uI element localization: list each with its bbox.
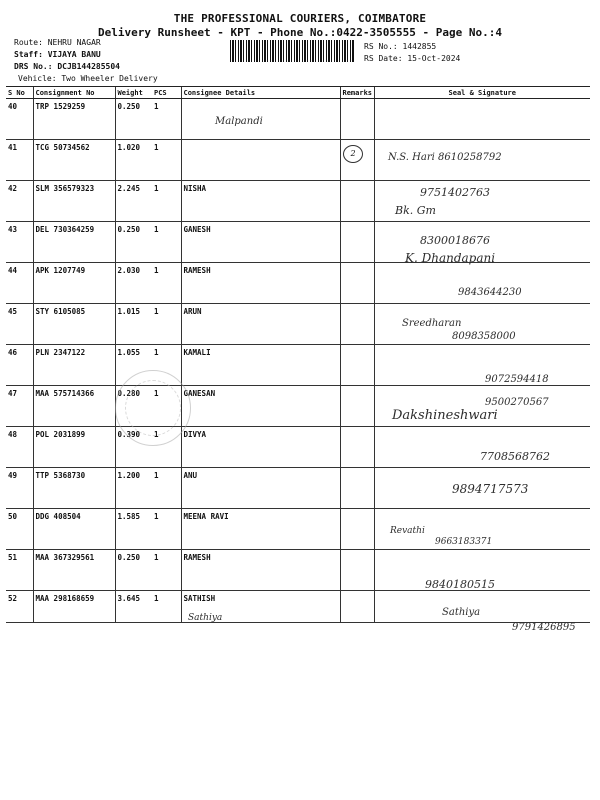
cell-remarks [340, 427, 374, 468]
table-row [6, 181, 590, 222]
col-header-signature: Seal & Signature [374, 87, 590, 99]
vehicle-label: Vehicle: Two Wheeler Delivery [18, 74, 158, 83]
col-header-consignment: Consignment No [33, 87, 115, 99]
cell-consignee: GANESH [181, 222, 340, 263]
drs-label: DRS No.: DCJB144285504 [14, 62, 120, 71]
col-header-weight: Weight [115, 87, 152, 99]
cell-consignment: MAA 298168659 [33, 591, 115, 623]
handwriting-r52-sig: Sathiya [442, 607, 481, 618]
cell-sno: 50 [6, 509, 33, 550]
cell-pcs: 1 [152, 181, 181, 222]
cell-weight: 1.055 [115, 345, 152, 386]
company-title: THE PROFESSIONAL COURIERS, COIMBATORE [173, 12, 427, 25]
runsheet-table [6, 86, 590, 623]
cell-weight: 1.200 [115, 468, 152, 509]
cell-sno: 47 [6, 386, 33, 427]
route-label: Route: NEHRU NAGAR [14, 38, 101, 47]
cell-consignee: ARUN [181, 304, 340, 345]
handwriting-r40-consignee: Malpandi [215, 116, 263, 127]
staff-label: Staff: VIJAYA BANU [14, 50, 101, 59]
cell-remarks [340, 304, 374, 345]
cell-consignee [181, 140, 340, 181]
cell-sno: 52 [6, 591, 33, 623]
cell-signature [374, 591, 590, 623]
cell-pcs: 1 [152, 386, 181, 427]
cell-sno: 48 [6, 427, 33, 468]
cell-weight: 2.245 [115, 181, 152, 222]
barcode [230, 40, 355, 62]
handwriting-r43-sig: 8300018676 [420, 234, 490, 247]
cell-consignee: RAMESH [181, 263, 340, 304]
cell-consignee: GANESAN [181, 386, 340, 427]
cell-consignment: STY 6105085 [33, 304, 115, 345]
cell-weight: 0.250 [115, 550, 152, 591]
table-row [6, 591, 590, 623]
cell-pcs: 1 [152, 304, 181, 345]
rs-date: RS Date: 15-Oct-2024 [364, 54, 461, 63]
cell-sno: 40 [6, 99, 33, 140]
cell-consignment: TCG 50734562 [33, 140, 115, 181]
cell-pcs: 1 [152, 140, 181, 181]
cell-consignment: MAA 367329561 [33, 550, 115, 591]
handwriting-r43-sig2: K. Dhandapani [405, 251, 496, 265]
handwriting-r45-sig2: 8098358000 [452, 331, 516, 342]
handwriting-r49-sig: 9894717573 [452, 482, 529, 496]
cell-pcs: 1 [152, 591, 181, 623]
handwriting-r47-sig2: Dakshineshwari [392, 408, 498, 423]
cell-consignee: RAMESH [181, 550, 340, 591]
cell-consignment: TRP 1529259 [33, 99, 115, 140]
handwriting-r42-sig2: Bk. Gm [395, 204, 436, 217]
cell-remarks [340, 386, 374, 427]
cell-weight: 2.030 [115, 263, 152, 304]
cell-weight: 3.645 [115, 591, 152, 623]
cell-consignment: SLM 356579323 [33, 181, 115, 222]
cell-consignment: TTP 5368730 [33, 468, 115, 509]
company-stamp [115, 370, 191, 446]
cell-pcs: 1 [152, 263, 181, 304]
table-row [6, 140, 590, 181]
cell-sno: 42 [6, 181, 33, 222]
cell-pcs: 1 [152, 509, 181, 550]
cell-remarks [340, 468, 374, 509]
cell-pcs: 1 [152, 468, 181, 509]
cell-remarks [340, 591, 374, 623]
cell-sno: 49 [6, 468, 33, 509]
handwriting-r47-sig: 9500270567 [485, 397, 549, 408]
handwriting-r45-sig: Sreedharan [402, 318, 462, 329]
cell-consignment: DEL 730364259 [33, 222, 115, 263]
handwriting-r42-sig: 9751402763 [420, 186, 490, 199]
cell-signature [374, 345, 590, 386]
cell-consignment: APK 1207749 [33, 263, 115, 304]
cell-weight: 1.585 [115, 509, 152, 550]
handwriting-r41-remark: 2 [343, 145, 363, 163]
cell-consignment: PLN 2347122 [33, 345, 115, 386]
handwriting-r50-sig2: 9663183371 [435, 537, 493, 547]
cell-remarks [340, 263, 374, 304]
cell-consignee: NISHA [181, 181, 340, 222]
cell-sno: 41 [6, 140, 33, 181]
cell-pcs: 1 [152, 345, 181, 386]
col-header-pcs: PCS [152, 87, 181, 99]
cell-remarks [340, 222, 374, 263]
cell-consignee: SATHISH [181, 591, 340, 623]
handwriting-r52-consignee: Sathiya [188, 613, 223, 623]
cell-sno: 46 [6, 345, 33, 386]
handwriting-r44-sig: 9843644230 [458, 287, 522, 298]
cell-weight: 0.250 [115, 222, 152, 263]
handwriting-r48-sig: 7708568762 [480, 450, 550, 463]
cell-sno: 51 [6, 550, 33, 591]
table-row [6, 222, 590, 263]
handwriting-r52-sig2: 9791426895 [512, 622, 576, 633]
cell-consignee: DIVYA [181, 427, 340, 468]
cell-weight: 1.015 [115, 304, 152, 345]
cell-signature [374, 99, 590, 140]
handwriting-r51-sig: 9840180515 [425, 578, 495, 591]
table-row [6, 550, 590, 591]
cell-pcs: 1 [152, 550, 181, 591]
cell-weight: 0.390 [115, 427, 152, 468]
cell-consignment: POL 2031899 [33, 427, 115, 468]
table-header-row [6, 87, 590, 99]
cell-pcs: 1 [152, 99, 181, 140]
runsheet-title: Delivery Runsheet - KPT - Phone No.:0422-3505555 - Page No.:4 [98, 26, 502, 39]
cell-remarks [340, 550, 374, 591]
cell-remarks [340, 345, 374, 386]
table-row [6, 99, 590, 140]
cell-consignee: MEENA RAVI [181, 509, 340, 550]
rs-number: RS No.: 1442855 [364, 42, 437, 51]
cell-sno: 45 [6, 304, 33, 345]
cell-pcs: 1 [152, 222, 181, 263]
cell-remarks [340, 99, 374, 140]
cell-consignment: MAA 575714366 [33, 386, 115, 427]
cell-remarks [340, 181, 374, 222]
col-header-remarks: Remarks [340, 87, 374, 99]
handwriting-r46-sig: 9072594418 [485, 374, 549, 385]
col-header-sno: S No [6, 87, 33, 99]
table-row [6, 509, 590, 550]
cell-sno: 43 [6, 222, 33, 263]
col-header-consignee: Consignee Details [181, 87, 340, 99]
cell-weight: 0.280 [115, 386, 152, 427]
cell-remarks [340, 509, 374, 550]
handwriting-r41-sig: N.S. Hari 8610258792 [388, 152, 502, 163]
cell-consignee: KAMALI [181, 345, 340, 386]
cell-consignment: DDG 408504 [33, 509, 115, 550]
cell-weight: 1.020 [115, 140, 152, 181]
cell-weight: 0.250 [115, 99, 152, 140]
cell-pcs: 1 [152, 427, 181, 468]
handwriting-r50-sig: Revathi [390, 526, 425, 536]
cell-consignee: ANU [181, 468, 340, 509]
cell-sno: 44 [6, 263, 33, 304]
